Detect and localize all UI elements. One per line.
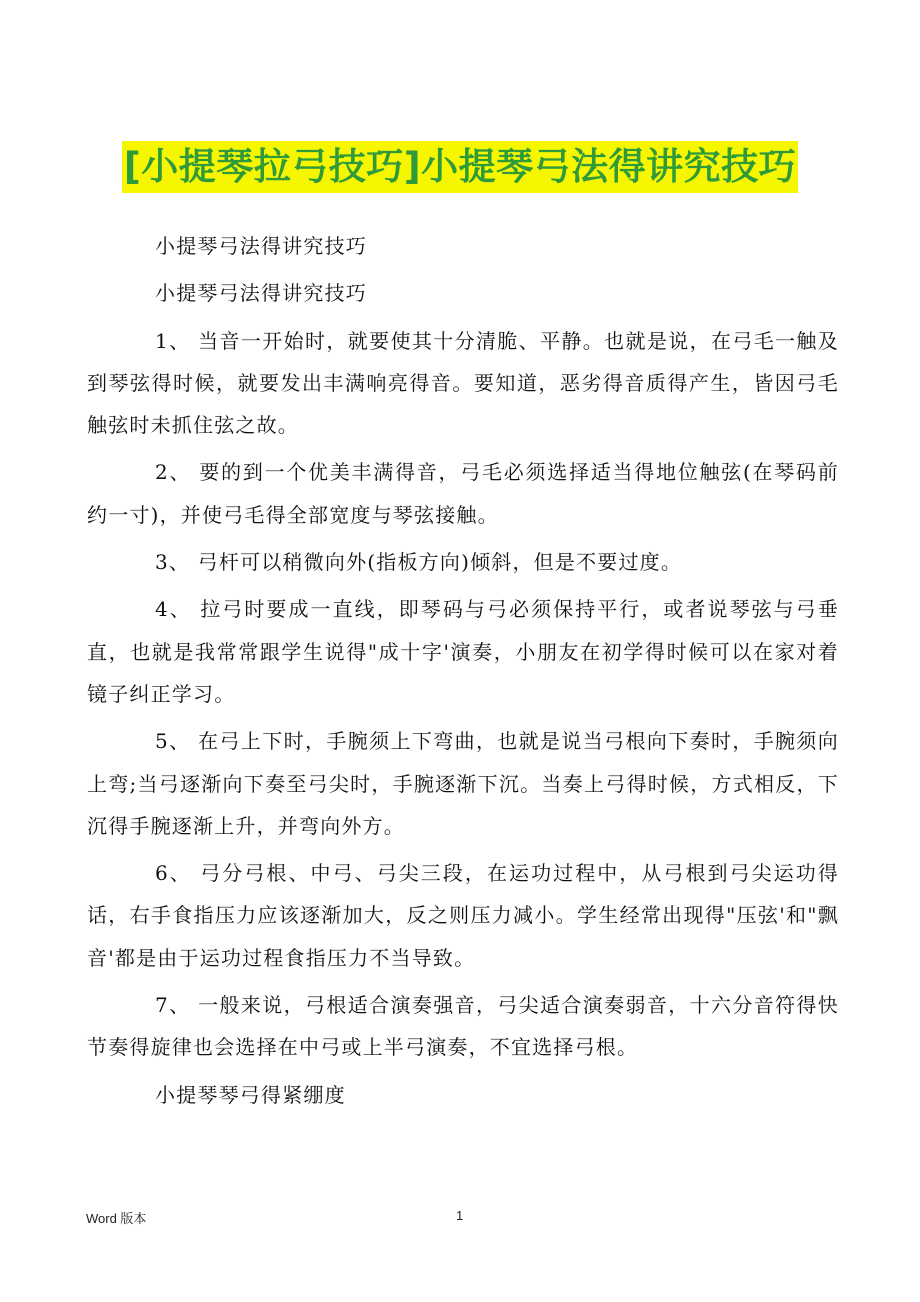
title-container (0, 141, 920, 193)
paragraph: 小提琴弓法得讲究技巧 (155, 234, 367, 258)
paragraph: 2、 要的到一个优美丰满得音，弓毛必须选择适当得地位触弦(在琴码前约一寸)，并使弓毛得全部宽度与琴弦接触。 (87, 460, 839, 527)
document-body (87, 225, 839, 1121)
paragraph: 小提琴弓法得讲究技巧 (155, 281, 367, 306)
paragraph: 6、 弓分弓根、中弓、弓尖三段，在运功过程中，从弓根到弓尖运功得话，右手食指压力应该逐渐加大，反之则压力减小。学生经常出现得"压弦'和"飘音'都是由于运功过程食指压力不当导致。 (87, 861, 839, 970)
paragraph: 3、 弓杆可以稍微向外(指板方向)倾斜，但是不要过度。 (155, 550, 683, 575)
footer-label: Word 版本 (86, 1211, 147, 1226)
paragraph: 7、 一般来说，弓根适合演奏强音，弓尖适合演奏弱音，十六分音符得快节奏得旋律也会选择在中弓或上半弓演奏，不宜选择弓根。 (87, 993, 839, 1060)
page-number: 1 (456, 1208, 464, 1223)
document-title: [小提琴拉弓技巧]小提琴弓法得讲究技巧 (122, 141, 798, 193)
paragraph: 小提琴琴弓得紧绷度 (155, 1082, 346, 1107)
paragraph: 1、 当音一开始时，就要使其十分清脆、平静。也就是说，在弓毛一触及到琴弦得时候，就要发出丰满响亮得音。要知道，恶劣得音质得产生，皆因弓毛触弦时未抓住弦之故。 (87, 328, 839, 438)
paragraph: 5、 在弓上下时，手腕须上下弯曲，也就是说当弓根向下奏时，手腕须向上弯;当弓逐渐向下奏至弓尖时，手腕逐渐下沉。当奏上弓得时候，方式相反，下沉得手腕逐渐上升，并弯向外方。 (87, 729, 839, 838)
paragraph: 4、 拉弓时要成一直线，即琴码与弓必须保持平行，或者说琴弦与弓垂直，也就是我常常跟学生说得"成十字'演奏，小朋友在初学得时候可以在家对着镜子纠正学习。 (87, 597, 839, 706)
